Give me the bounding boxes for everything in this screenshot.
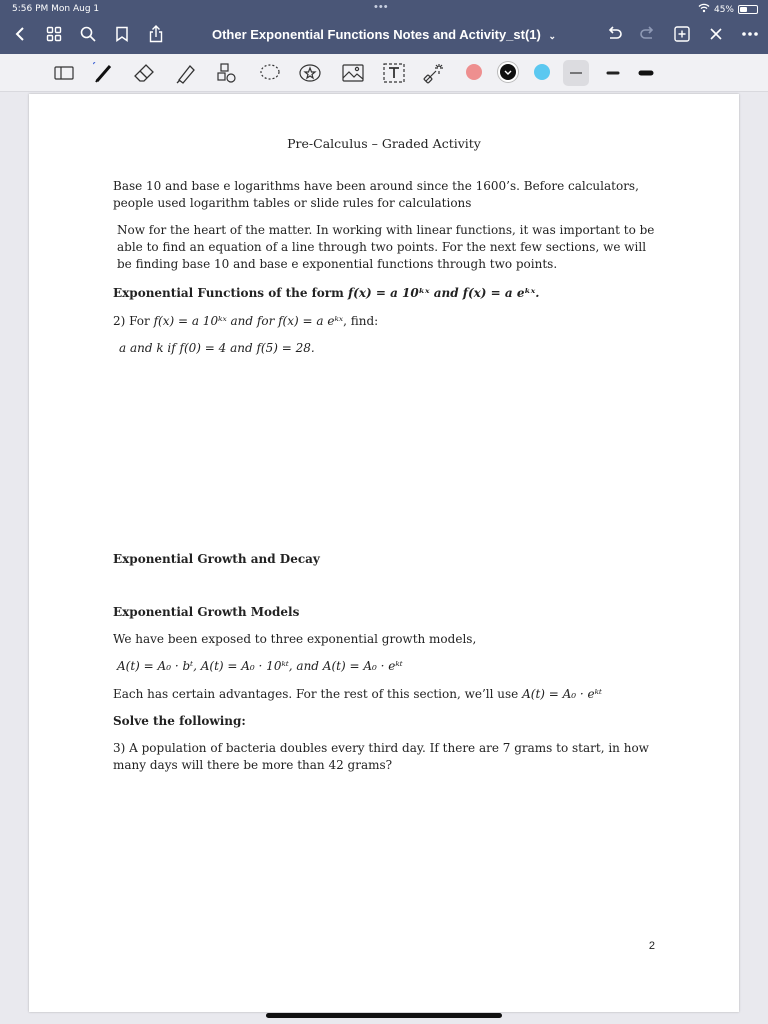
- stroke-medium-icon[interactable]: [601, 62, 625, 84]
- page-layout-icon[interactable]: [52, 62, 76, 84]
- battery-level: [740, 7, 747, 12]
- add-page-icon[interactable]: [672, 24, 692, 44]
- intro-paragraph-1: Base 10 and base e logarithms have been around since the 1600’s. Before calculators, people used logarithm tables or slide rules for calculations: [113, 179, 639, 210]
- solve-label: Solve the following:: [113, 714, 246, 728]
- heading-growth-decay: Exponential Growth and Decay: [113, 552, 320, 566]
- heading-growth-models: Exponential Growth Models: [113, 605, 300, 619]
- nav-right: [604, 24, 760, 44]
- color-swatch-black[interactable]: [500, 64, 516, 80]
- lasso-shapes-icon[interactable]: [214, 62, 238, 84]
- text-icon[interactable]: [382, 62, 406, 84]
- battery-percent: 45%: [713, 4, 734, 15]
- question-2: [113, 313, 653, 330]
- more-icon[interactable]: [740, 24, 760, 44]
- section-functions-form: [113, 285, 653, 302]
- highlighter-icon[interactable]: [174, 62, 198, 84]
- advantages-line: [113, 686, 653, 703]
- image-icon[interactable]: [341, 62, 365, 84]
- lasso-icon[interactable]: [258, 62, 282, 84]
- models-formula: A(t) = A₀ · bᵗ, A(t) = A₀ · 10ᵏᵗ, and A(t) = A₀ · eᵏᵗ: [117, 659, 403, 673]
- section-functions-label: Exponential Functions of the form: [113, 286, 349, 300]
- models-intro: We have been exposed to three exponential growth models,: [113, 632, 477, 646]
- battery-icon: [738, 5, 758, 14]
- multitask-dots[interactable]: •••: [374, 1, 389, 13]
- stroke-thick-icon[interactable]: [634, 62, 658, 84]
- question-3: 3) A population of bacteria doubles every third day. If there are 7 grams to start, in how many days will there be more than 42 grams?: [113, 741, 649, 772]
- page-number: 2: [648, 940, 655, 952]
- undo-icon[interactable]: [604, 24, 624, 44]
- close-icon[interactable]: [706, 24, 726, 44]
- intro-paragraph-2: Now for the heart of the matter. In working with linear functions, it was important to be able to find an equation of a line through two points. For the next few sections, we will be finding base 10 and base e exponential functions through two points.: [117, 223, 655, 271]
- advantages-text: Each has certain advantages. For the rest of this section, we’ll use: [113, 687, 523, 701]
- q2-prefix: 2) For: [113, 314, 154, 328]
- pen-icon[interactable]: [92, 62, 116, 84]
- q2-suffix: , find:: [343, 314, 379, 328]
- redo-icon[interactable]: [638, 24, 658, 44]
- color-swatch-red[interactable]: [466, 64, 482, 80]
- document-title[interactable]: Other Exponential Functions Notes and Activity_st(1): [211, 27, 541, 42]
- home-indicator[interactable]: [266, 1013, 502, 1018]
- laser-icon[interactable]: [422, 62, 446, 84]
- color-swatch-blue[interactable]: [534, 64, 550, 80]
- page-title: Pre-Calculus – Graded Activity: [287, 136, 481, 151]
- advantages-formula: A(t) = A₀ · eᵏᵗ: [522, 687, 602, 701]
- stroke-thin-icon[interactable]: [563, 60, 589, 86]
- chevron-down-icon[interactable]: ⌄: [548, 31, 557, 41]
- q2-formula: f(x) = a 10ᵏˣ and for f(x) = a eᵏˣ: [153, 314, 344, 328]
- eraser-icon[interactable]: [133, 62, 157, 84]
- q2-conditions: a and k if f(0) = 4 and f(5) = 28.: [119, 341, 315, 355]
- drawing-toolbar: [0, 54, 768, 92]
- top-bar: [0, 0, 768, 54]
- status-right: [698, 3, 758, 16]
- wifi-icon: [698, 3, 710, 16]
- document-page[interactable]: [29, 94, 739, 1012]
- sticker-icon[interactable]: [298, 62, 322, 84]
- status-time: 5:56 PM Mon Aug 1: [12, 4, 100, 14]
- section-functions-formula: f(x) = a 10ᵏˣ and f(x) = a eᵏˣ.: [348, 286, 540, 300]
